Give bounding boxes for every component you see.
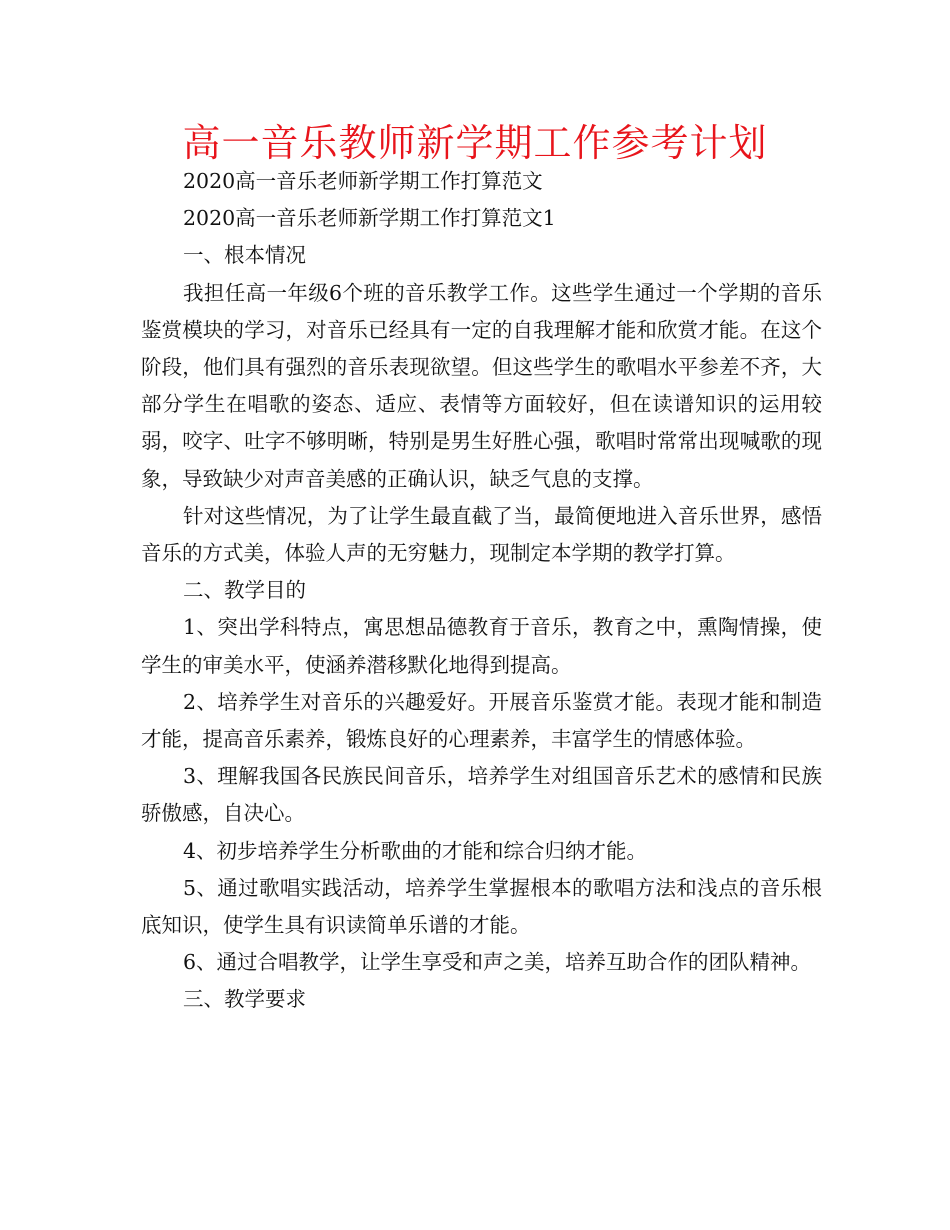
subtitle-line: 2020高一音乐老师新学期工作打算范文 bbox=[183, 169, 543, 193]
document-title: 高一音乐教师新学期工作参考计划 bbox=[182, 121, 768, 165]
list-item: 3、理解我国各民族民间音乐，培养学生对组国音乐艺术的感情和民族骄傲感，自决心。 bbox=[141, 764, 822, 826]
paragraph: 针对这些情况，为了让学生最直截了当，最简便地进入音乐世界，感悟音乐的方式美，体验人声的无穷魅力，现制定本学期的教学打算。 bbox=[141, 503, 822, 566]
section-heading: 一、根本情况 bbox=[183, 243, 306, 268]
section-heading: 二、教学目的 bbox=[183, 578, 306, 603]
list-item: 1、突出学科特点，寓思想品德教育于音乐，教育之中，熏陶情操，使学生的审美水平，使涵养潜移默化地得到提高。 bbox=[141, 615, 822, 677]
list-item: 2、培养学生对音乐的兴趣爱好。开展音乐鉴赏才能。表现才能和制造才能，提高音乐素养，锻炼良好的心理素养，丰富学生的情感体验。 bbox=[141, 689, 822, 752]
document-body bbox=[141, 163, 822, 1019]
section-heading: 三、教学要求 bbox=[183, 987, 306, 1012]
subtitle-line: 2020高一音乐老师新学期工作打算范文1 bbox=[183, 206, 556, 231]
list-item: 5、通过歌唱实践活动，培养学生掌握根本的歌唱方法和浅点的音乐根底知识，使学生具有识读简单乐谱的才能。 bbox=[141, 875, 822, 938]
list-item: 4、初步培养学生分析歌曲的才能和综合归纳才能。 bbox=[183, 838, 648, 863]
paragraph: 我担任高一年级6个班的音乐教学工作。这些学生通过一个学期的音乐鉴赏模块的学习，对音乐已经具有一定的自我理解才能和欣赏才能。在这个阶段，他们具有强烈的音乐表现欲望。但这些学生的歌唱水平参差不齐，大部分学生在唱歌的姿态、适应、表情等方面较好，但在读谱知识的运用较弱，咬字、吐字不够明晰，特别是男生好胜心强，歌唱时常常出现喊歌的现象，导致缺少对声音美感的正确认识，缺乏气息的支撑。 bbox=[141, 280, 822, 491]
list-item: 6、通过合唱教学，让学生享受和声之美，培养互助合作的团队精神。 bbox=[183, 950, 812, 975]
